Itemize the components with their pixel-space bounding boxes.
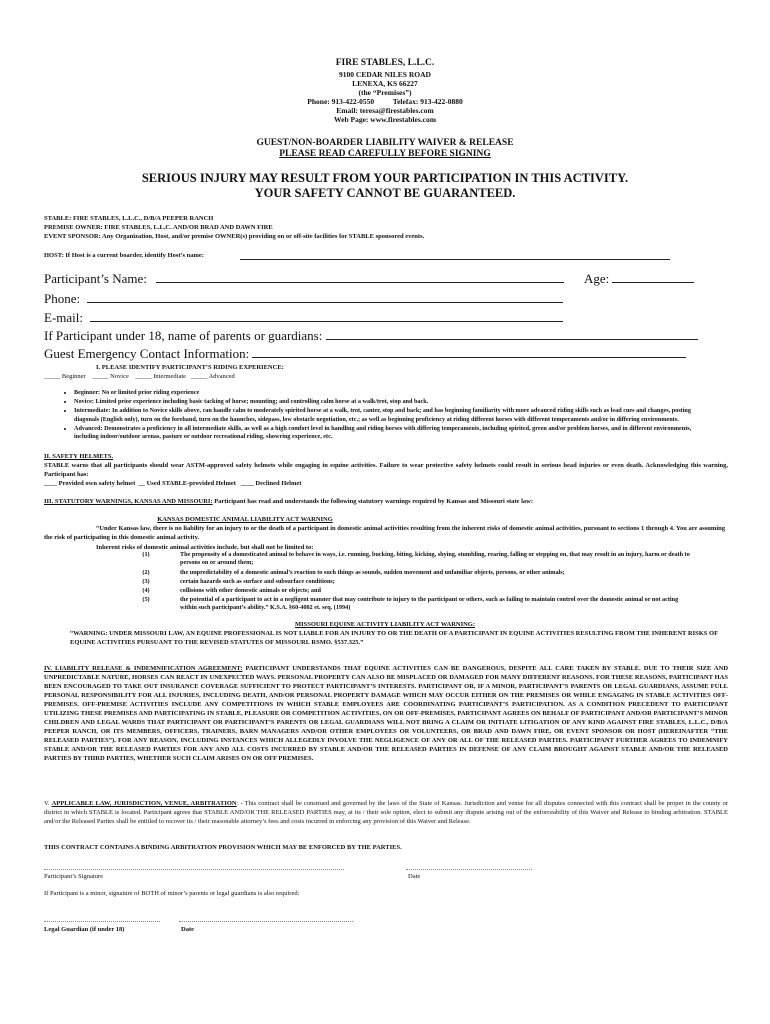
release-heading: IV. LIABILITY RELEASE & INDEMNIFICATION AGREEMENT: bbox=[44, 665, 243, 672]
inherent-risks-intro: Inherent risks of domestic animal activities include, but shall not be limited to: bbox=[96, 544, 314, 551]
level-advanced: • Advanced: Demonstrates a proficiency in all intermediate skills, as well as a high comfort level in handling and riding horses with differing temperaments, including spirited, green and/or problem horses, and in different environments, including indoor/outdoor arenas, pasture or outdoor recreational riding, showring experience, etc. bbox=[74, 425, 714, 441]
risk-number: (2) bbox=[142, 569, 150, 576]
event-sponsor-line: EVENT SPONSOR: Any Organization, Host, and/or premise OWNER(s) providing on or off-site facilities for STABLE sponsored events. bbox=[44, 233, 425, 240]
host-name-field[interactable] bbox=[240, 259, 670, 260]
risk-item: collisions with other domestic animals or objects; and bbox=[180, 587, 321, 594]
participant-signature-label: Participant’s Signature bbox=[44, 873, 104, 880]
kansas-warning-title: KANSAS DOMESTIC ANIMAL LIABILITY ACT WARNING bbox=[157, 516, 333, 523]
missouri-warning-text: “WARNING: UNDER MISSOURI LAW, AN EQUINE PROFESSIONAL IS NOT LIABLE FOR AN INJURY TO OR THE DEATH OF A PARTICIPANT IN EQUINE ACTIVITIES RESULTING FROM THE INHERENT RISKS OF EQUINE ACTIVITIES PURSUANT TO THE REVISED STATUTES OF MISSOURI. RSMO. §537.325.” bbox=[70, 630, 718, 646]
stable-line: STABLE: FIRE STABLES, L.L.C., D/B/A PEEPER RANCH bbox=[44, 215, 214, 222]
applicable-law-body: : - This contract shall be construed and governed by the laws of the State of Kansas. Jurisdiction and venue for all disputes connected with this contract shall be proper in the county or district in which STABLE is located. Participant agrees that STABLE AND/OR THE RELEASED PARTIES may, at its / their sole option, elect to submit any dispute arising out of the enforceability of this Waiver and Release to binding arbitration. STABLE and/or the Released Parties shall be entitled to recover its / their reasonable attorney’s fees and costs incurred in enforcing any provision of this Waiver and Release. bbox=[44, 800, 729, 825]
guardian-label: If Participant under 18, name of parents or guardians: bbox=[44, 328, 323, 343]
riding-experience-heading: I. PLEASE IDENTIFY PARTICIPANT’S RIDING EXPERIENCE: bbox=[96, 364, 284, 371]
premise-owner-line: PREMISE OWNER: FIRE STABLES, L.L.C. AND/OR BRAD AND DAWN FIRE bbox=[44, 224, 273, 231]
email-label: E-mail: bbox=[44, 310, 83, 325]
helmet-options[interactable]: ____ Provided own safety helmet __ Used STABLE-provided Helmet ____ Declined Helmet bbox=[44, 480, 302, 487]
participant-date-line[interactable] bbox=[406, 869, 532, 870]
waiver-title: GUEST/NON-BOARDER LIABILITY WAIVER & RELEASE bbox=[256, 138, 514, 148]
host-line: HOST: If Host is a current boarder, identify Host’s name: bbox=[44, 252, 204, 259]
statutory-warnings-line bbox=[44, 497, 533, 506]
participant-name-label: Participant’s Name: bbox=[44, 271, 147, 286]
statutory-warnings-heading: III. STATUTORY WARNINGS, KANSAS AND MISSOURI: bbox=[44, 498, 213, 505]
inherent-risks-list bbox=[0, 551, 770, 615]
read-carefully-notice: PLEASE READ CAREFULLY BEFORE SIGNING bbox=[279, 149, 491, 159]
risk-item: the potential of a participant to act in a negligent manner that may contribute to injury to the participant or others, such as failing to maintain control over the domestic animal or not acting within such participant’s ability.” K.S.A. §60-4002 et. seq. (1994) bbox=[180, 596, 679, 612]
phone-field[interactable] bbox=[87, 290, 563, 303]
guardian-date-line[interactable] bbox=[179, 921, 353, 922]
age-field[interactable] bbox=[612, 270, 694, 283]
risk-number: (4) bbox=[142, 587, 150, 594]
email-field[interactable] bbox=[90, 309, 563, 322]
risk-item: The propensity of a domesticated animal to behave in ways, i.e. running, bucking, biting, kicking, shying, stumbling, rearing, falling or stepping on, that may result in an injury, harm or death to persons on or around them; bbox=[180, 551, 690, 567]
participant-date-label: Date bbox=[408, 873, 421, 880]
phone-telefax: Phone: 913-422-0550 Telefax: 913-422-0880 bbox=[307, 97, 463, 106]
address-line-2: LENEXA, KS 66227 bbox=[352, 79, 418, 88]
safety-helmets-heading: II. SAFETY HELMETS. bbox=[44, 453, 114, 460]
riding-level-list bbox=[62, 389, 714, 442]
missouri-warning-title: MISSOURI EQUINE ACTIVITY LIABILITY ACT WARNING: bbox=[294, 621, 476, 628]
safety-helmets-body: STABLE warns that all participants should wear ASTM-approved safety helmets while engaging in equine activities. Failure to wear protective safety helmets could result in serious head injuries or even death. Acknowledging this warning, Participant has: bbox=[44, 462, 728, 478]
level-intermediate: • Intermediate: In addition to Novice skills above, can handle calm to moderately spirited horse at a walk, trot, canter, stop and back; and has beginning familiarity with more advanced riding skills such as lead cues and changes, posting diagonals (English only), turn on the forehand, turn on the haunches, sidepass, low obstacle negotiation, etc.; as well as beginning proficiency at riding different horses with different temperaments and/or in differing environments. bbox=[74, 407, 714, 423]
applicable-law-heading: APPLICABLE LAW, JURISDICTION, VENUE, ARBITRATION bbox=[51, 800, 237, 807]
risk-item: certain hazards such as surface and subsurface conditions; bbox=[180, 578, 335, 585]
risk-number: (3) bbox=[142, 578, 150, 585]
risk-item: the unpredictability of a domestic animal’s reaction to such things as sounds, sudden movement and unfamiliar objects, persons, or other animals; bbox=[180, 569, 565, 576]
level-beginner: • Beginner: No or limited prior riding experience bbox=[74, 389, 714, 397]
guardian-signature-line[interactable] bbox=[44, 921, 160, 922]
phone-row bbox=[44, 290, 563, 307]
level-novice: • Novice: Limited prior experience including basic tacking of horse; mounting; and controlling calm horse at a walk/trot, stop and back. bbox=[74, 398, 714, 406]
minor-signature-note: If Participant is a minor, signature of BOTH of minor’s parents or legal guardians is also required: bbox=[44, 890, 300, 897]
kansas-warning-text: “Under Kansas law, there is no liability for an injury to or the death of a participant in domestic animal activities resulting from the inherent risks of domestic animal activities, pursuant to sections 1 through 4. You are assuming the risk of participating in this domestic animal activity. bbox=[44, 525, 726, 541]
guardian-date-label: Date bbox=[181, 926, 194, 933]
email-row bbox=[44, 309, 563, 326]
emergency-contact-row bbox=[44, 345, 686, 362]
address-line-1: 9100 CEDAR NILES ROAD bbox=[339, 70, 431, 79]
riding-experience-checkboxes[interactable]: _____ Beginner _____ Novice _____ Intermediate _____ Advanced bbox=[44, 373, 235, 380]
premises-note: (the “Premises”) bbox=[358, 88, 412, 97]
emergency-contact-label: Guest Emergency Contact Information: bbox=[44, 346, 250, 361]
arbitration-notice: THIS CONTRACT CONTAINS A BINDING ARBITRATION PROVISION WHICH MAY BE ENFORCED BY THE PARTIES. bbox=[44, 844, 402, 851]
guardian-signature-label: Legal Guardian (if under 18) bbox=[44, 926, 125, 933]
phone-label: Phone: bbox=[44, 291, 81, 306]
age-label: Age: bbox=[583, 271, 610, 286]
participant-signature-line[interactable] bbox=[44, 869, 344, 870]
safety-warning: YOUR SAFETY CANNOT BE GUARANTEED. bbox=[254, 186, 516, 200]
participant-name-row bbox=[44, 270, 694, 287]
web-page: Web Page: www.firestables.com bbox=[334, 115, 436, 124]
statutory-warnings-intro: Participant has read and understands the following statutory warnings required by Kansas and Missouri state law: bbox=[214, 498, 533, 505]
serious-injury-warning: SERIOUS INJURY MAY RESULT FROM YOUR PARTICIPATION IN THIS ACTIVITY. bbox=[141, 171, 629, 185]
applicable-law-number: V. bbox=[44, 800, 50, 807]
guardian-row bbox=[44, 327, 698, 344]
participant-name-field[interactable] bbox=[156, 270, 564, 283]
applicable-law-section bbox=[44, 799, 728, 826]
release-section bbox=[44, 664, 728, 763]
guardian-field[interactable] bbox=[326, 327, 698, 340]
company-name: FIRE STABLES, L.L.C. bbox=[335, 58, 435, 68]
email-address: Email: teresa@firestables.com bbox=[336, 106, 434, 115]
risk-number: (5) bbox=[142, 596, 150, 603]
risk-number: (1) bbox=[142, 551, 150, 558]
emergency-contact-field[interactable] bbox=[252, 345, 686, 358]
release-body: PARTICIPANT UNDERSTANDS THAT EQUINE ACTIVITIES CAN BE DANGEROUS, DESPITE ALL CARE TAKEN BY STABLE. DUE TO THEIR SIZE AND UNPREDICTABLE NATURE, HORSES CAN REACT IN UNEXPECTED WAYS. PERSONAL PROPERTY CAN ALSO BE MISPLACED OR DAMAGED FOR MANY DIFFERENT REASONS. FOR THESE REASONS, PARTICIPANT HAS BEEN ENCOURAGED TO TAKE OUT INSURANCE COVERAGE SUFFICIENT TO PROTECT PARTICIPANT’S INTERESTS. PARTICIPANT OR, IF A MINOR, PARTICIPANT’S PARENTS OR LEGAL GUARDIANS, ASSUME FULL PERSONAL RESPONSIBILITY FOR ALL INJURIES, INCLUDING DEATH, AND/OR PERSONAL PROPERTY DAMAGE WHICH MAY OCCUR EITHER ON THE PREMISES OR WHILE ENGAGING IN STABLE ACTIVITIES OFF-PREMISES. OFF-PREMISE ACTIVITIES INCLUDE ANY COMPETITIONS IN WHICH STABLE EMPLOYEES ARE COORDINATING PARTICIPANT’S PARTICIPATION. AS A CONDITION PRECEDENT TO PARTICIPANT UTILIZING THESE PREMISES AND PARTICIPATING IN STABLE, PLEASURE OR COMPETITION ACTIVITIES, ON OR OFF-PREMISES, PARTICIPANT AGREES ON BEHALF OF PARTICIPANT AND/OR PARTICIPANT’S MINOR CHILDREN AND LEGAL WARDS THAT PARTICIPANT OR PARTICIPANT’S PARENTS OR LEGAL GUARDIANS WILL NOT BRING A CLAIM OR INITIATE LITIGATION OF ANY KIND AGAINST FIRE STABLES, L.L.C., D/B/A PEEPER RANCH, OR ITS MEMBERS, OFFICERS, TRAINERS, BARN MANAGERS AND/OR OTHER EMPLOYEES OR VOLUNTEERS, OR BRAD AND DAWN FIRE, OR EVENT SPONSOR OR HOST (HEREINAFTER “THE RELEASED PARTIES”). FOR ANY REASON, INCLUDING INSTANCES WHICH ALLEGEDLY INVOLVE THE NEGLIGENCE OF ANY OR ALL OF THE RELEASED PARTIES. PARTICIPANT FURTHER AGREES TO INDEMNIFY STABLE AND/OR THE RELEASED PARTIES FOR ANY AND ALL COSTS INCURRED BY STABLE AND/OR THE RELEASED PARTIES IN DEFENSE OF ANY CLAIM BROUGHT AGAINST STABLE AND/OR THE RELEASED PARTIES BY THIRD PARTIES, WHETHER SUCH CLAIM ARISES ON OR OFF PREMISES. bbox=[44, 665, 729, 762]
